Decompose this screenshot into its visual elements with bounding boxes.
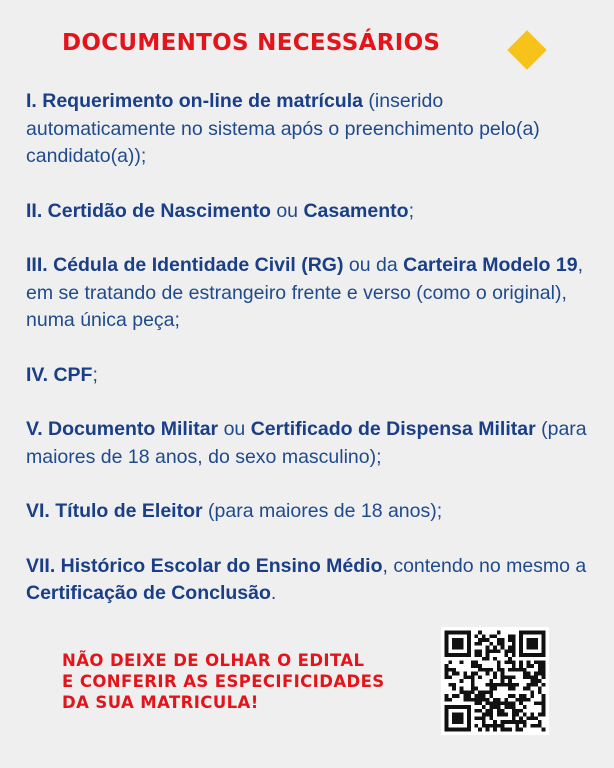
- qr-code-icon[interactable]: [441, 627, 549, 735]
- list-item: [26, 88, 596, 171]
- item-text: (inserido automaticamente no sistema após o preenchimento pelo(a) candidato(a));: [26, 90, 540, 167]
- item-text: ou da: [343, 254, 404, 276]
- item-heading: I. Requerimento on-line de matrícula: [26, 90, 363, 112]
- item-heading: Carteira Modelo 19: [403, 254, 578, 276]
- item-text: ou: [218, 418, 251, 440]
- item-text: ou: [270, 199, 304, 222]
- item-heading: III. Cédula de Identidade Civil (RG): [26, 254, 344, 276]
- item-heading: Casamento: [303, 199, 409, 222]
- item-heading: VI. Título de Eleitor: [26, 500, 203, 522]
- list-item: [26, 198, 596, 226]
- list-item: [26, 252, 596, 335]
- item-text: ;: [408, 199, 414, 222]
- item-heading: Certificação de Conclusão: [26, 582, 271, 604]
- item-text: , em se tratando de estrangeiro frente e verso (como o original), numa única peça;: [26, 254, 584, 331]
- item-text: (para maiores de 18 anos);: [202, 500, 443, 522]
- list-item: [26, 553, 596, 608]
- list-item: [26, 362, 596, 390]
- item-text: ;: [92, 363, 98, 386]
- warning-notice: [62, 650, 385, 713]
- item-heading: IV. CPF: [26, 363, 93, 386]
- item-text: .: [270, 582, 277, 604]
- item-heading: II. Certidão de Nascimento: [26, 199, 271, 222]
- item-heading: V. Documento Militar: [26, 418, 219, 440]
- diamond-icon: [507, 30, 547, 70]
- warning-line: NÃO DEIXE DE OLHAR O EDITAL: [62, 651, 365, 670]
- page-title: DOCUMENTOS NECESSÁRIOS: [62, 30, 441, 56]
- item-heading: Certificado de Dispensa Militar: [250, 418, 536, 440]
- list-item: [26, 416, 596, 471]
- document-list: [26, 88, 596, 635]
- warning-line: E CONFERIR AS ESPECIFICIDADES: [62, 672, 385, 691]
- warning-line: DA SUA MATRICULA!: [62, 693, 259, 712]
- list-item: [26, 498, 596, 526]
- item-heading: VII. Histórico Escolar do Ensino Médio: [26, 554, 383, 577]
- item-text: , contendo no mesmo a: [382, 554, 587, 577]
- item-text: (para maiores de 18 anos, do sexo masculino);: [26, 418, 587, 468]
